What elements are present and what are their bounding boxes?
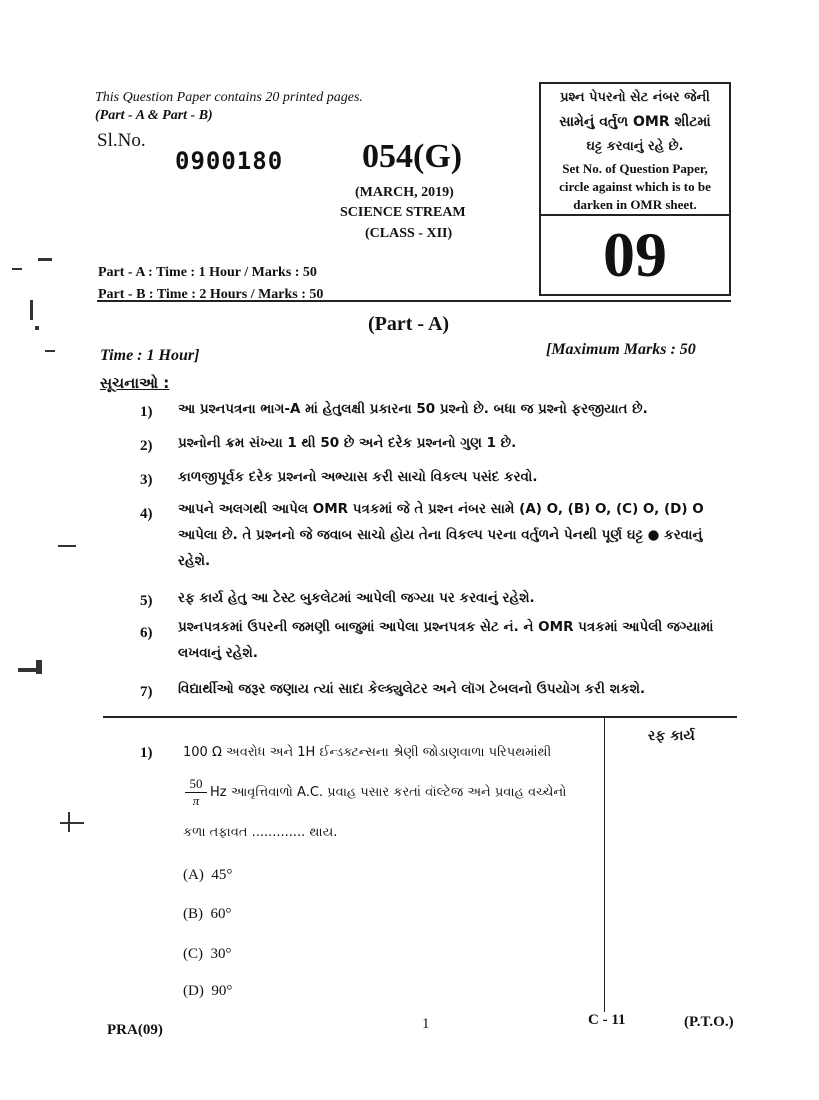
option-value: 60° [210, 906, 232, 922]
scan-mark [45, 350, 55, 352]
pages-note: This Question Paper contains 20 printed pages. [95, 90, 363, 105]
option-value: 90° [211, 983, 233, 999]
option-value: 45° [211, 867, 233, 883]
option-d [183, 983, 232, 1000]
footer-centre-code: C - 11 [588, 1012, 626, 1028]
question-line: Hz આવૃત્તિવાળો A.C. પ્રવાહ પસાર કરતાં વૉલ્ટેજ અને પ્રવાહ વચ્ચેનો [210, 785, 567, 800]
rough-work-label: રફ કાર્ય [648, 728, 695, 744]
instructions-title: સૂચનાઓ : [100, 374, 170, 392]
part-a-max-marks: [Maximum Marks : 50 [546, 341, 696, 358]
instruction-number: 1) [140, 404, 153, 420]
instruction-text: આ પ્રશ્નપત્રના ભાગ-A માં હેતુલક્ષી પ્રકારના 50 પ્રશ્નો છે. બધા જ પ્રશ્નો ફરજીયાત છે. [178, 401, 648, 417]
instruction-text: પ્રશ્નપત્રકમાં ઉપરની જમણી બાજુમાં આપેલા પ્રશ્નપત્રક સેટ નં. ને OMR પત્રકમાં આપેલી જગ્યામાં લખવાનું રહેશે. [178, 619, 714, 661]
question-line: 100 Ω અવરોધ અને 1H ઈન્ડક્ટન્સના શ્રેણી જોડાણવાળા પરિપથમાંથી [183, 745, 552, 760]
scan-mark [35, 326, 39, 330]
instruction-number: 6) [140, 625, 153, 641]
instruction-text: વિદ્યાર્થીઓ જરૂર જણાય ત્યાં સાદા કેલ્ક્યુલેટર અને લૉગ ટેબલનો ઉપયોગ કરી શકશે. [178, 681, 646, 697]
set-box-gujarati-line: ઘટ્ટ કરવાનું રહે છે. [586, 139, 684, 154]
set-number-box [539, 82, 731, 296]
set-box-english-line: Set No. of Question Paper, [562, 161, 708, 176]
instruction-number: 2) [140, 438, 153, 454]
option-label: (C) [183, 946, 203, 962]
scan-mark [18, 668, 36, 672]
fraction-denominator: π [192, 793, 200, 808]
part-a-time: Part - A : Time : 1 Hour / Marks : 50 [98, 265, 317, 280]
question-line: કળા તફાવત ............. થાય. [183, 825, 338, 840]
option-label: (D) [183, 983, 204, 999]
option-b [183, 906, 232, 923]
instruction-text: કાળજીપૂર્વક દરેક પ્રશ્નનો અભ્યાસ કરી સાચો વિકલ્પ પસંદ કરવો. [178, 469, 538, 485]
set-box-gujarati-line: પ્રશ્ન પેપરનો સેટ નંબર જેની [560, 90, 710, 105]
slno-label: Sl.No. [97, 130, 146, 151]
part-a-title: (Part - A) [368, 313, 450, 335]
page-number: 1 [422, 1016, 430, 1032]
rough-work-divider [604, 716, 605, 1012]
instruction-text: રફ કાર્ય હેતુ આ ટેસ્ટ બુકલેટમાં આપેલી જગ્યા પર કરવાનું રહેશે. [178, 590, 535, 606]
instruction-text: આપને અલગથી આપેલ OMR પત્રકમાં જે તે પ્રશ્ન નંબર સામે (A) O, (B) O, (C) O, (D) O આપેલા છે. તે પ્રશ્નનો જે જવાબ સાચો હોય તેના વિકલ્પ પરના વર્તુળને પેનથી પૂર્ણ ઘટ્ટ ● કરવાનું રહેશે. [178, 501, 704, 569]
footer-paper-code: PRA(09) [107, 1022, 163, 1038]
instruction-number: 5) [140, 593, 153, 609]
scan-mark [12, 268, 22, 270]
set-box-gujarati-line: સામેનું વર્તુળ OMR શીટમાં [559, 114, 711, 130]
part-a-time-limit: Time : 1 Hour] [100, 347, 200, 364]
scan-mark [68, 812, 70, 832]
pto-label: (P.T.O.) [684, 1014, 734, 1030]
scan-mark [30, 300, 33, 320]
instruction-number: 4) [140, 506, 153, 522]
set-box-english-line: darken in OMR sheet. [573, 197, 697, 212]
option-label: (A) [183, 867, 204, 883]
set-number: 09 [603, 219, 667, 290]
option-c [183, 946, 232, 963]
paper-code: 054(G) [362, 138, 463, 175]
fraction-numerator: 50 [185, 776, 207, 793]
instruction-text: પ્રશ્નોની ક્રમ સંખ્યા 1 થી 50 છે અને દરેક પ્રશ્નનો ગુણ 1 છે. [178, 435, 517, 451]
frequency-fraction [185, 776, 207, 809]
part-b-time: Part - B : Time : 2 Hours / Marks : 50 [98, 287, 324, 302]
exam-month: (MARCH, 2019) [355, 185, 454, 200]
class-label: (CLASS - XII) [365, 226, 453, 241]
option-value: 30° [210, 946, 232, 962]
scan-mark [58, 545, 76, 547]
section-rule [103, 716, 737, 718]
set-box-english-line: circle against which is to be [559, 179, 711, 194]
question-number: 1) [140, 745, 153, 761]
serial-number: 0900180 [175, 147, 284, 175]
scan-mark [60, 822, 84, 824]
instruction-number: 7) [140, 684, 153, 700]
stream-label: SCIENCE STREAM [340, 205, 466, 220]
parts-note: (Part - A & Part - B) [95, 108, 213, 123]
option-label: (B) [183, 906, 203, 922]
instruction-number: 3) [140, 472, 153, 488]
scan-mark [38, 258, 52, 261]
scan-mark [36, 660, 42, 674]
option-a [183, 867, 232, 884]
set-box-divider [541, 214, 729, 216]
header-rule [97, 300, 731, 302]
